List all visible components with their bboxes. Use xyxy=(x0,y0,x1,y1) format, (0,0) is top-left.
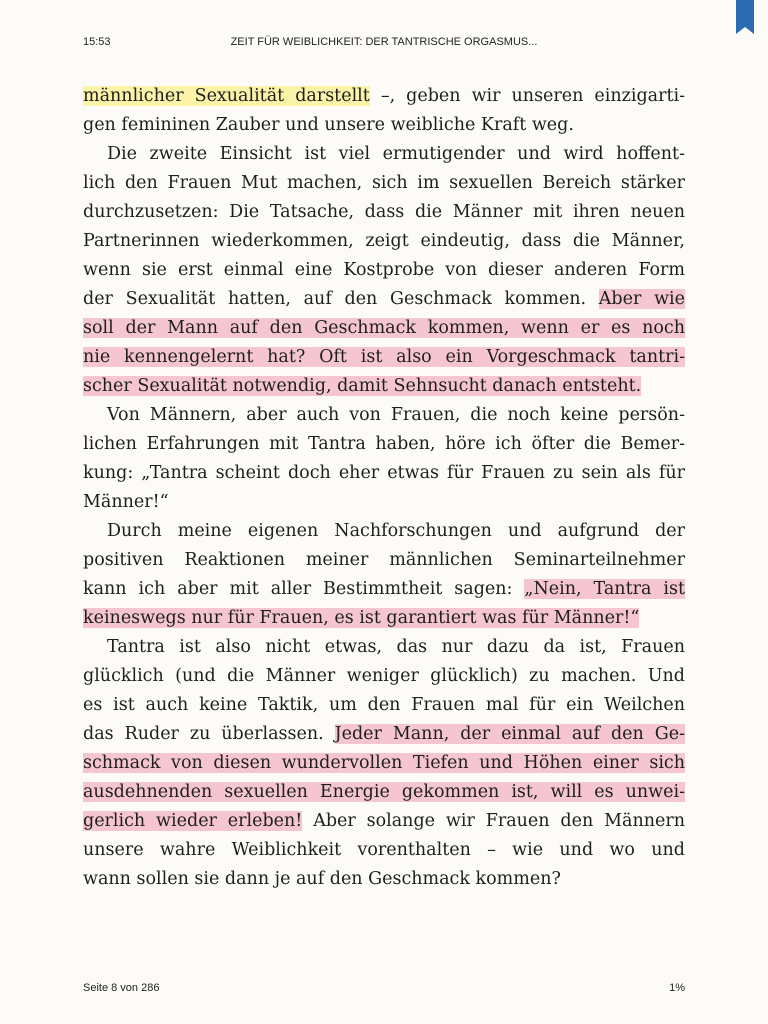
text-segment: Tantra ist also nicht etwas, das nur dazu da ist, Frauen xyxy=(107,637,685,657)
text-line[interactable] xyxy=(83,807,685,836)
text-line[interactable] xyxy=(83,111,685,140)
text-line[interactable] xyxy=(83,691,685,720)
highlighted-text[interactable]: scher Sexualität notwendig, damit Sehnsucht danach entsteht. xyxy=(83,376,642,396)
text-segment: Aber solange wir Frauen den Männern xyxy=(302,811,685,831)
text-segment: wenn sie erst einmal eine Kostprobe von dieser anderen Form xyxy=(83,260,685,280)
text-segment: es ist auch keine Taktik, um den Frauen mal für ein Weilchen xyxy=(83,695,685,715)
text-line[interactable] xyxy=(83,488,685,517)
text-line[interactable] xyxy=(83,836,685,865)
bookmark-shape xyxy=(736,0,754,34)
text-segment: Durch meine eigenen Nachforschungen und aufgrund der xyxy=(107,521,685,541)
text-segment: –, geben wir unseren einzigarti- xyxy=(369,86,686,106)
highlighted-text[interactable]: soll der Mann auf den Geschmack kommen, wenn er es noch xyxy=(83,318,685,338)
reading-progress: 1% xyxy=(669,982,685,994)
text-line[interactable] xyxy=(83,575,685,604)
text-line[interactable] xyxy=(83,546,685,575)
text-segment: gen femininen Zauber und unsere weibliche Kraft weg. xyxy=(83,115,574,135)
text-line[interactable] xyxy=(83,140,685,169)
text-segment: glücklich (und die Männer weniger glücklich) zu machen. Und xyxy=(83,666,685,686)
text-segment: Partnerinnen wiederkommen, zeigt eindeutig, dass die Männer, xyxy=(83,231,685,251)
text-line[interactable] xyxy=(83,227,685,256)
text-segment: lichen Erfahrungen mit Tantra haben, höre ich öfter die Bemer- xyxy=(83,434,685,454)
text-segment: positiven Reaktionen meiner männlichen Seminarteilnehmer xyxy=(83,550,685,570)
text-segment: kann ich aber mit aller Bestimmtheit sagen: xyxy=(83,579,525,599)
text-line[interactable] xyxy=(83,343,685,372)
text-line[interactable] xyxy=(83,633,685,662)
text-line[interactable] xyxy=(83,198,685,227)
text-line[interactable] xyxy=(83,749,685,778)
text-segment: Die zweite Einsicht ist viel ermutigender und wird hoffent- xyxy=(107,144,685,164)
text-line[interactable] xyxy=(83,720,685,749)
page-number: Seite 8 von 286 xyxy=(83,982,160,994)
book-title[interactable]: ZEIT FÜR WEIBLICHKEIT: DER TANTRISCHE ORGASMUS... xyxy=(230,36,538,48)
text-line[interactable] xyxy=(83,662,685,691)
highlighted-text[interactable]: Jeder Mann, der einmal auf den Ge- xyxy=(334,724,685,744)
page-text[interactable] xyxy=(83,82,685,894)
text-segment: kung: „Tantra scheint doch eher etwas für Frauen zu sein als für xyxy=(83,463,685,483)
text-segment: durchzusetzen: Die Tatsache, dass die Männer mit ihren neuen xyxy=(83,202,685,222)
text-line[interactable] xyxy=(83,256,685,285)
highlighted-text[interactable]: Aber wie xyxy=(598,289,685,309)
highlighted-text[interactable]: gerlich wieder erleben! xyxy=(83,811,303,831)
bookmark-icon[interactable] xyxy=(736,0,754,34)
text-segment: Männer!“ xyxy=(83,492,169,512)
text-segment: wann sollen sie dann je auf den Geschmack kommen? xyxy=(83,869,561,889)
text-line[interactable] xyxy=(83,459,685,488)
text-line[interactable] xyxy=(83,82,685,111)
text-line[interactable] xyxy=(83,169,685,198)
highlighted-text[interactable]: schmack von diesen wundervollen Tiefen und Höhen einer sich xyxy=(83,753,685,773)
text-line[interactable] xyxy=(83,430,685,459)
highlighted-text[interactable]: keineswegs nur für Frauen, es ist garantiert was für Männer!“ xyxy=(83,608,640,628)
text-segment: das Ruder zu überlassen. xyxy=(83,724,335,744)
text-line[interactable] xyxy=(83,865,685,894)
text-segment: unsere wahre Weiblichkeit vorenthalten – wie und wo und xyxy=(83,840,685,860)
text-segment: lich den Frauen Mut machen, sich im sexuellen Bereich stärker xyxy=(83,173,685,193)
text-segment: Von Männern, aber auch von Frauen, die noch keine persön- xyxy=(107,405,685,425)
text-segment: der Sexualität hatten, auf den Geschmack kommen. xyxy=(83,289,599,309)
highlighted-text[interactable]: nie kennengelernt hat? Oft ist also ein Vorgeschmack tantri- xyxy=(83,347,685,367)
highlighted-text[interactable]: männlicher Sexualität darstellt xyxy=(83,86,370,106)
text-line[interactable] xyxy=(83,778,685,807)
text-line[interactable] xyxy=(83,401,685,430)
text-line[interactable] xyxy=(83,604,685,633)
text-line[interactable] xyxy=(83,372,685,401)
text-line[interactable] xyxy=(83,285,685,314)
highlighted-text[interactable]: ausdehnenden sexuellen Energie gekommen ist, will es unwei- xyxy=(83,782,685,802)
status-time: 15:53 xyxy=(83,36,111,48)
highlighted-text[interactable]: „Nein, Tantra ist xyxy=(524,579,685,599)
text-line[interactable] xyxy=(83,314,685,343)
text-line[interactable] xyxy=(83,517,685,546)
